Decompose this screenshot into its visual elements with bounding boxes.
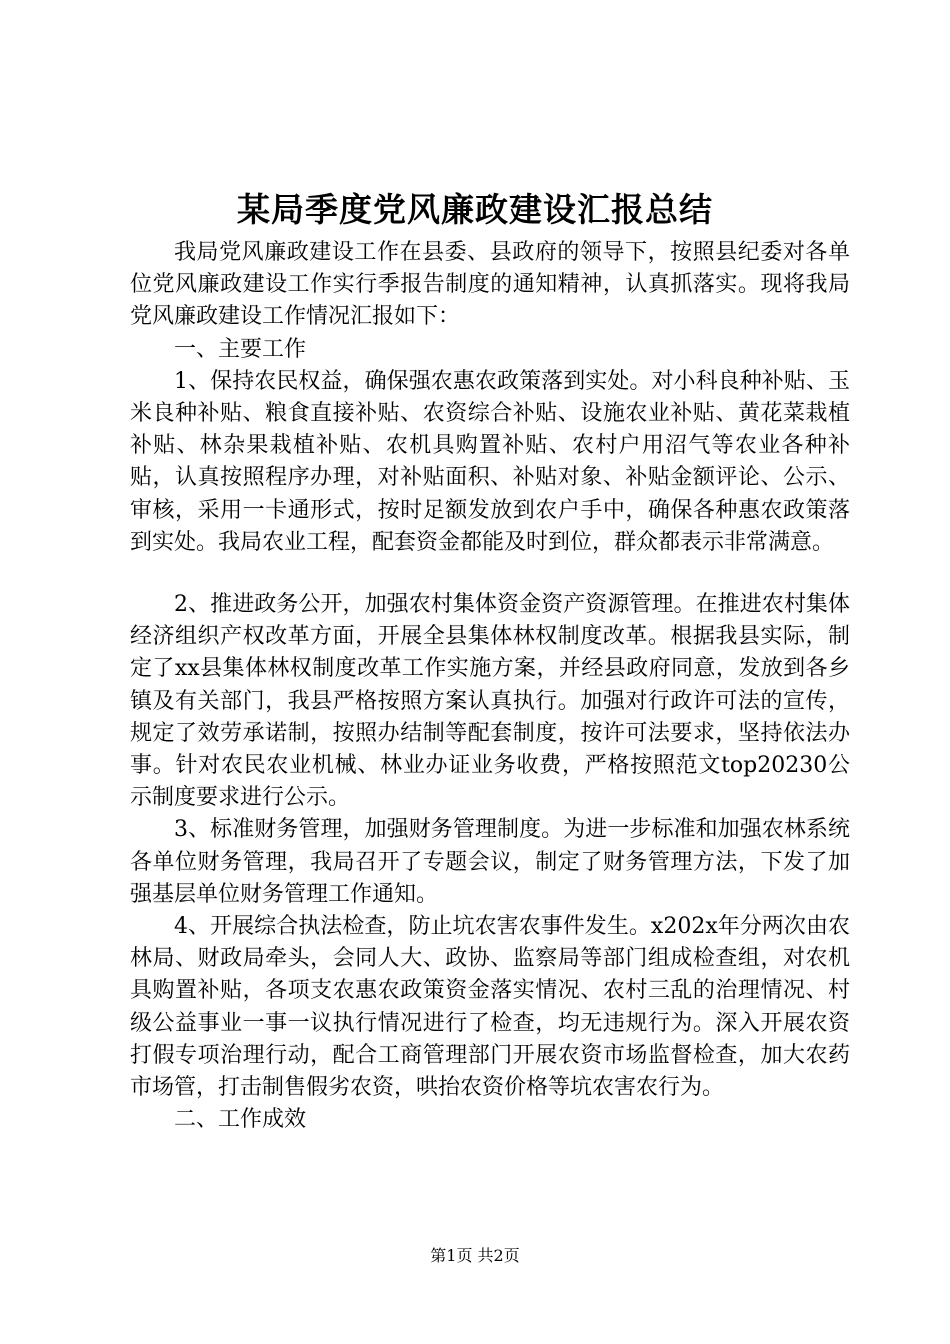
paragraph-item-4: 4、开展综合执法检查，防止坑农害农事件发生。x202x年分两次由农林局、财政局牵头，会同人大、政协、监察局等部门组成检查组，对农机具购置补贴，各项支农惠农政策资金落实情况、农村三乱的治理情况、村级公益事业一事一议执行情况进行了检查，均无违规行为。深入开展农资打假专项治理行动，配合工商管理部门开展农资市场监督检查，加大农药市场管，打击制售假劣农资，哄抬农资价格等坑农害农行为。 <box>130 914 850 1101</box>
paragraph-item-2: 2、推进政务公开，加强农村集体资金资产资源管理。在推进农村集体经济组织产权改革方面，开展全县集体林权制度改革。根据我县实际，制定了xx县集体林权制度改革工作实施方案，并经县政府同意，发放到各乡镇及有关部门，我县严格按照方案认真执行。加强对行政许可法的宣传，规定了效劳承诺制，按照办结制等配套制度，按许可法要求，坚持依法办事。针对农民农业机械、林业办证业务收费，严格按照范文top20230公示制度要求进行公示。 <box>130 592 850 811</box>
paragraph-spacer <box>130 559 850 589</box>
section-heading-main-work: 一、主要工作 <box>174 336 307 362</box>
document-body <box>130 237 850 1136</box>
document-title: 某局季度党风廉政建设汇报总结 <box>237 190 713 229</box>
paragraph-item-1: 1、保持农民权益，确保强农惠农政策落到实处。对小科良种补贴、玉米良种补贴、粮食直接补贴、农资综合补贴、设施农业补贴、黄花菜栽植补贴、林杂果栽植补贴、农机具购置补贴、农村户用沼气等农业各种补贴，认真按照程序办理，对补贴面积、补贴对象、补贴金额评论、公示、审核，采用一卡通形式，按时足额发放到农户手中，确保各种惠农政策落到实处。我局农业工程，配套资金都能及时到位，群众都表示非常满意。 <box>130 368 850 555</box>
page-footer: 第1页 共2页 <box>430 1246 520 1265</box>
paragraph-item-3: 3、标准财务管理，加强财务管理制度。为进一步标准和加强农林系统各单位财务管理，我局召开了专题会议，制定了财务管理方法，下发了加强基层单位财务管理工作通知。 <box>130 817 850 907</box>
section-heading-results: 二、工作成效 <box>174 1107 307 1133</box>
intro-paragraph: 我局党风廉政建设工作在县委、县政府的领导下，按照县纪委对各单位党风廉政建设工作实行季报告制度的通知精神，认真抓落实。现将我局党风廉政建设工作情况汇报如下： <box>130 240 850 330</box>
